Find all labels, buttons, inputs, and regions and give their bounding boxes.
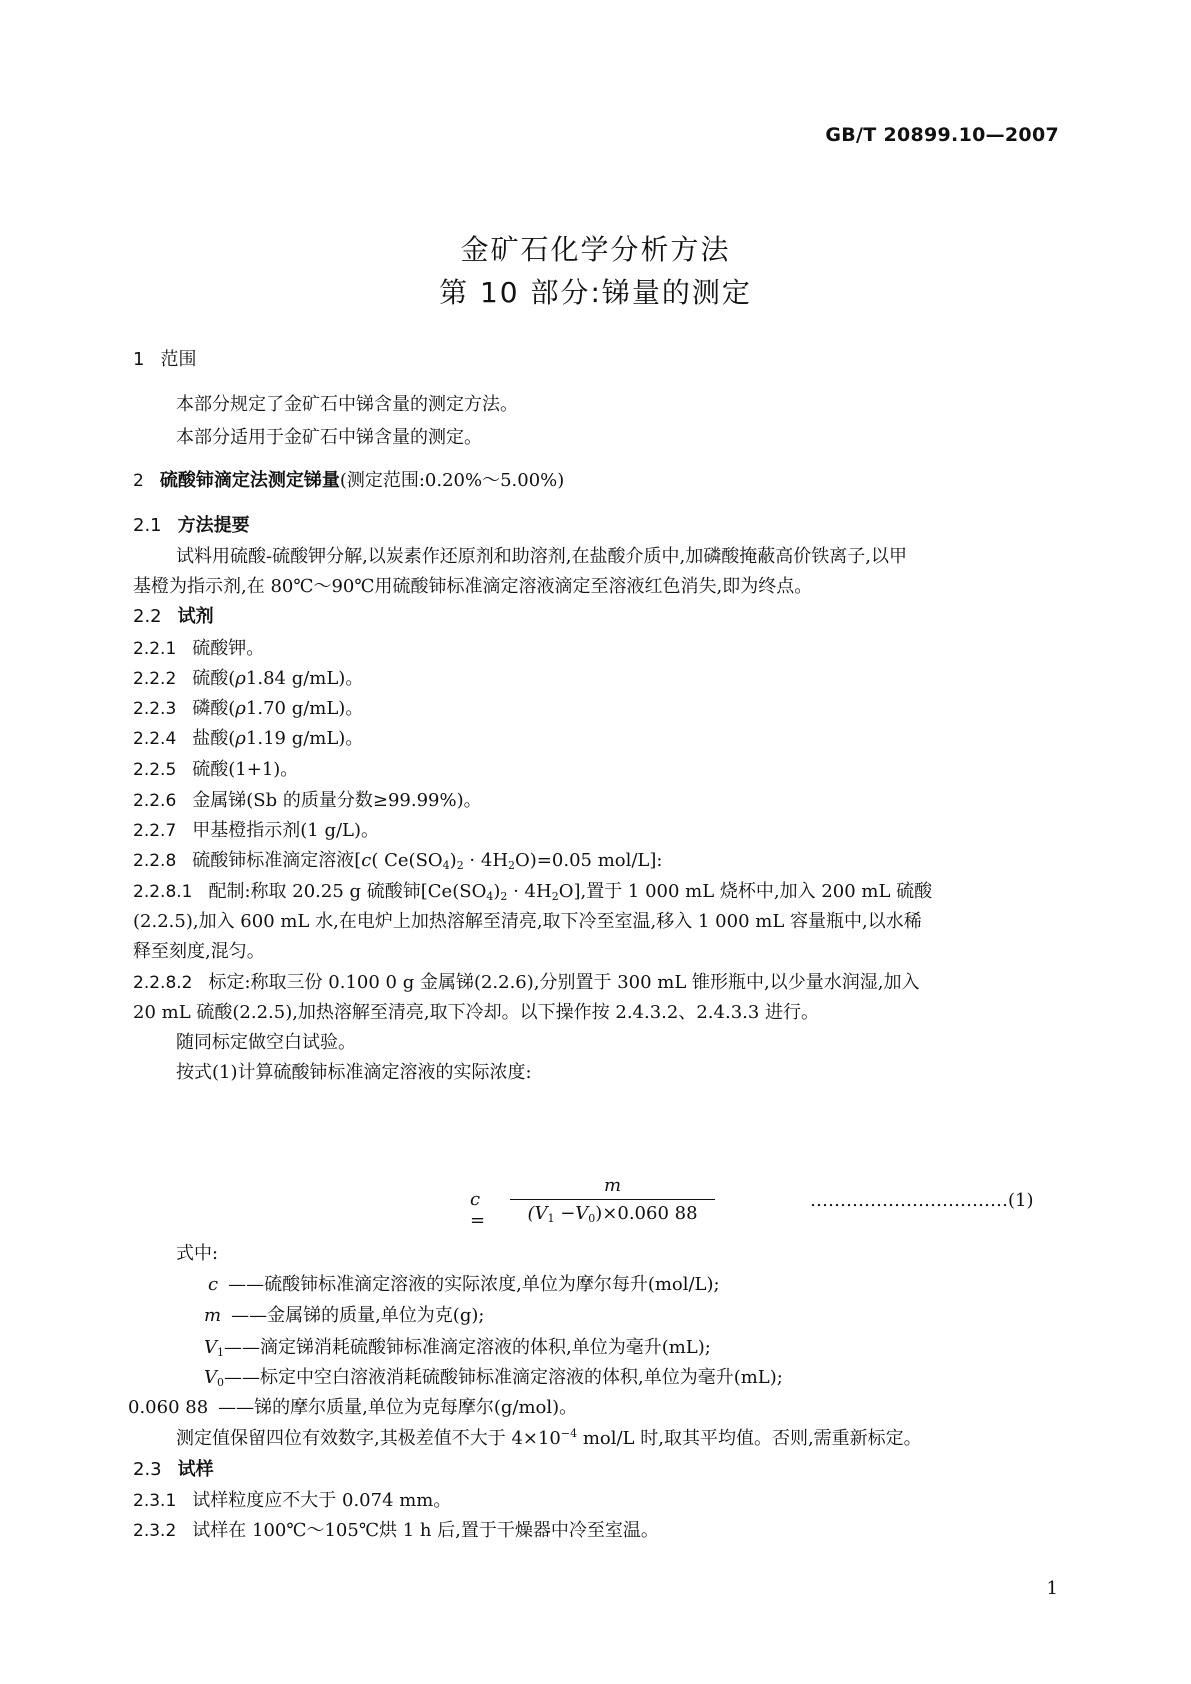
variable-description: ——金属锑的质量,单位为克(g); [231, 1305, 485, 1326]
reagent-item [133, 634, 264, 660]
subscript: 2 [500, 890, 508, 903]
section-number: 2.1 [133, 515, 162, 536]
section-title: 试剂 [177, 606, 214, 627]
section-title: 试样 [177, 1459, 214, 1480]
section-1-heading [133, 345, 196, 371]
variable-definition [208, 1270, 720, 1296]
reagent-item [133, 694, 363, 720]
sample-item [133, 1516, 659, 1542]
item-text: 硫酸铈标准滴定溶液[ [192, 850, 362, 871]
section-2-3-heading [133, 1455, 214, 1481]
paragraph: 本部分规定了金矿石中锑含量的测定方法。 [176, 394, 518, 415]
item-text: O],置于 1 000 mL 烧杯中,加入 200 mL 硫酸 [558, 881, 933, 902]
formula-fraction [510, 1175, 715, 1225]
page-number: 1 [1046, 1578, 1058, 1599]
section-2-heading [133, 466, 564, 492]
subscript: 2 [551, 890, 559, 903]
paragraph: 基橙为指示剂,在 80℃～90℃用硫酸铈标准滴定溶液滴定至溶液红色消失,即为终点。 [133, 576, 813, 597]
formula-denominator [510, 1200, 715, 1225]
item-number: 2.2.3 [133, 699, 177, 719]
subscript: 4 [486, 890, 494, 903]
rho-symbol: ρ [235, 728, 246, 749]
section-number: 2.2 [133, 606, 162, 627]
superscript: −4 [560, 1427, 578, 1440]
where-label: 式中: [176, 1243, 219, 1264]
subscript: 0 [588, 1212, 596, 1225]
item-text: 甲基橙指示剂(1 g/L)。 [192, 820, 380, 841]
subscript: 0 [217, 1376, 224, 1389]
reagent-item [133, 816, 379, 842]
denominator-text: −V [554, 1203, 589, 1224]
subscript: 4 [442, 859, 450, 872]
section-title: 硫酸铈滴定法测定锑量 [159, 470, 340, 491]
measurement-range: (测定范围:0.20%～5.00%) [339, 470, 565, 491]
item-text: 配制:称取 20.25 g 硫酸铈[Ce(SO [208, 881, 487, 902]
section-2-1-heading [133, 511, 250, 537]
variable-symbol: 0.060 88 [128, 1397, 209, 1418]
subscript: 2 [456, 859, 464, 872]
item-text: 硫酸(1+1)。 [192, 759, 299, 780]
item-text: ( Ce(SO [371, 850, 443, 871]
item-text: ) [449, 850, 457, 871]
reagent-item [133, 724, 363, 750]
item-text: 试样粒度应不大于 0.074 mm。 [192, 1490, 452, 1511]
reagent-item [133, 877, 932, 903]
section-2-2-heading [133, 602, 214, 628]
item-number: 2.2.7 [133, 821, 177, 841]
section-number: 2 [133, 471, 144, 491]
variable-description: ——滴定锑消耗硫酸铈标准滴定溶液的体积,单位为毫升(mL); [224, 1337, 711, 1358]
paragraph: (2.2.5),加入 600 mL 水,在电炉上加热溶解至清亮,取下冷至室温,移入 1 000 mL 容量瓶中,以水稀 [133, 911, 922, 932]
denominator-text: (V [527, 1203, 548, 1224]
formula-lhs [470, 1189, 485, 1231]
paragraph: 本部分适用于金矿石中锑含量的测定。 [176, 427, 482, 448]
variable-definition [204, 1333, 711, 1359]
subscript: 1 [547, 1212, 555, 1225]
variable-symbol: V [204, 1367, 217, 1388]
item-text: · 4H [463, 850, 509, 871]
reagent-item [133, 755, 298, 781]
subscript: 2 [508, 859, 516, 872]
variable-symbol: c [208, 1274, 219, 1295]
item-number: 2.3.1 [133, 1491, 177, 1511]
item-text: 1.19 g/mL)。 [245, 728, 364, 749]
item-text: 金属锑(Sb 的质量分数≥99.99%)。 [192, 790, 482, 811]
reagent-item [133, 786, 482, 812]
item-text: 标定:称取三份 0.100 0 g 金属锑(2.2.6),分别置于 300 mL 锥形瓶中,以少量水润湿,加入 [208, 972, 920, 993]
item-text: O)=0.05 mol/L]: [515, 850, 663, 871]
item-text: · 4H [507, 881, 552, 902]
document-title: 金矿石化学分析方法 [460, 233, 731, 266]
variable-definition [204, 1301, 484, 1327]
paragraph: 20 mL 硫酸(2.2.5),加热溶解至清亮,取下冷却。以下操作按 2.4.3.2、2.4.3.3 进行。 [133, 1002, 820, 1023]
section-title: 范围 [160, 349, 197, 370]
item-number: 2.2.1 [133, 639, 177, 659]
item-number: 2.2.8.2 [133, 973, 193, 993]
paragraph-text: mol/L 时,取其平均值。否则,需重新标定。 [577, 1428, 922, 1449]
formula-numerator [510, 1175, 715, 1199]
item-text: 硫酸( [192, 668, 236, 689]
rho-symbol: ρ [235, 668, 246, 689]
item-text: 1.84 g/mL)。 [245, 668, 364, 689]
item-text: 硫酸钾。 [192, 638, 265, 659]
item-number: 2.2.4 [133, 729, 177, 749]
item-number: 2.2.6 [133, 791, 177, 811]
paragraph: 按式(1)计算硫酸铈标准滴定溶液的实际浓度: [176, 1062, 532, 1083]
section-title: 方法提要 [177, 515, 250, 536]
paragraph: 释至刻度,混匀。 [133, 941, 265, 962]
variable-definition [128, 1393, 577, 1419]
variable-symbol: V [204, 1337, 217, 1358]
item-text: 试样在 100℃～105℃烘 1 h 后,置于干燥器中冷至室温。 [192, 1520, 659, 1541]
paragraph-text: 测定值保留四位有效数字,其极差值不大于 4×10 [176, 1428, 561, 1449]
subscript: 1 [217, 1346, 224, 1359]
formula-lhs-text: c = [470, 1189, 486, 1231]
paragraph: 随同标定做空白试验。 [176, 1032, 356, 1053]
item-text: ) [493, 881, 501, 902]
variable-symbol: m [204, 1305, 222, 1326]
document-subtitle: 第 10 部分:锑量的测定 [439, 276, 752, 309]
reagent-item [133, 968, 920, 994]
equation-number: ……………………………(1) [810, 1190, 1034, 1211]
item-text: 1.70 g/mL)。 [245, 698, 364, 719]
paragraph [176, 1424, 922, 1450]
item-number: 2.2.2 [133, 669, 177, 689]
standard-number: GB/T 20899.10—2007 [825, 124, 1059, 146]
denominator-text: )×0.060 88 [595, 1203, 698, 1224]
variable-description: ——锑的摩尔质量,单位为克每摩尔(g/mol)。 [218, 1397, 578, 1418]
paragraph: 试料用硫酸-硫酸钾分解,以炭素作还原剂和助溶剂,在盐酸介质中,加磷酸掩蔽高价铁离子,以甲 [176, 546, 907, 567]
sample-item [133, 1486, 451, 1512]
reagent-item [133, 664, 363, 690]
item-number: 2.2.8 [133, 851, 177, 871]
variable-definition [204, 1363, 783, 1389]
variable-description: ——硫酸铈标准滴定溶液的实际浓度,单位为摩尔每升(mol/L); [228, 1274, 720, 1295]
item-number: 2.2.5 [133, 760, 177, 780]
reagent-item [133, 846, 662, 872]
concentration-symbol: c [361, 850, 372, 871]
rho-symbol: ρ [235, 698, 246, 719]
item-text: 盐酸( [192, 728, 236, 749]
section-number: 1 [133, 349, 145, 370]
numerator-text: m [603, 1175, 622, 1196]
variable-description: ——标定中空白溶液消耗硫酸铈标准滴定溶液的体积,单位为毫升(mL); [224, 1367, 783, 1388]
item-text: 磷酸( [192, 698, 236, 719]
item-number: 2.3.2 [133, 1521, 177, 1541]
section-number: 2.3 [133, 1459, 162, 1480]
item-number: 2.2.8.1 [133, 882, 193, 902]
